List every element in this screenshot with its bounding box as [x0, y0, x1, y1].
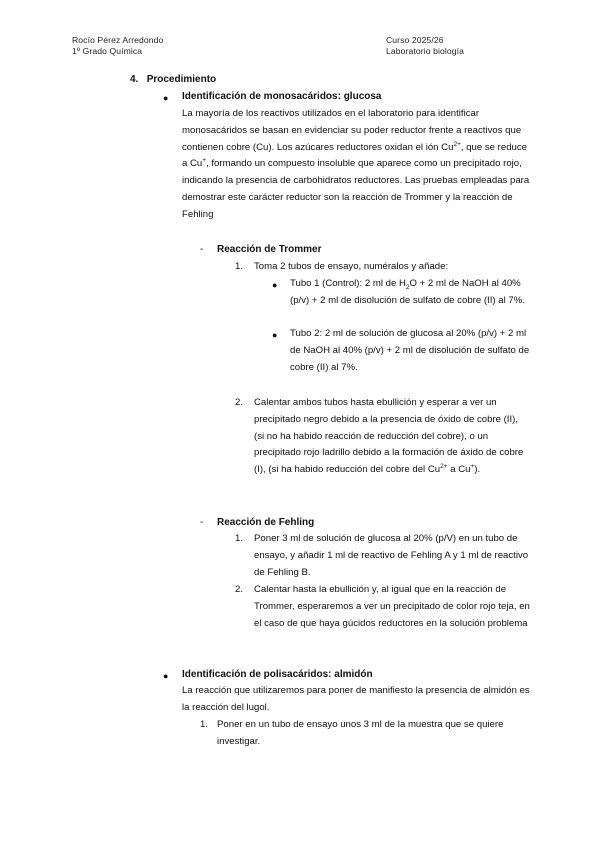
- list-number: 2.: [235, 584, 244, 595]
- fehling-step1: Poner 3 ml de solución de glucosa al 20% (p/V) en un tubo de ensayo, y añadir 1 ml de reactivo de Fehling A y 1 ml de reactivo de Fehling B.: [254, 533, 529, 578]
- list-number: 2.: [235, 397, 244, 408]
- list-number: 1.: [235, 261, 244, 272]
- bullet-marker: ●: [163, 671, 169, 681]
- trommer-step2: Calentar ambos tubos hasta ebullición y esperar a ver un precipitado negro debido a la presencia de óxido de cobre (II), (si no ha habido reacción de reducción del cobre), o un precipitado rojo ladrillo debido a la formación de áxido de cobre (I), (si ha habido reducción del cobre del $Cu^{2+}$ a Cu+).: [254, 397, 524, 476]
- list-number: 1.: [200, 719, 209, 730]
- dash-marker: -: [200, 517, 204, 528]
- trommer-title: Reacción de Trommer: [217, 244, 322, 255]
- trommer-step1: Toma 2 tubos de ensayo, numéralos y añade:: [254, 261, 449, 272]
- section-number: 4.: [130, 74, 139, 85]
- course-label: Curso 2025/26: [386, 35, 444, 45]
- header-right: [386, 35, 464, 57]
- list-number: 1.: [235, 533, 244, 544]
- monosac-title: Identificación de monosacáridos: glucosa: [182, 91, 382, 102]
- section-title: Procedimiento: [146, 74, 217, 85]
- trommer-tube2: Tubo 2: 2 ml de solución de glucosa al 20% (p/v) + 2 ml de NaOH al 40% (p/v) + 2 ml de disolución de sulfato de cobre (II) al 7%.: [290, 328, 530, 373]
- trommer-tube1: Tubo 1 (Control): 2 ml de $H_2O + 2$ ml de NaOH al 40% (p/v) + 2 ml de disolución de sulfato de cobre (II) al 7%.: [290, 278, 525, 306]
- lab-label: Laboratorio biología: [386, 46, 464, 56]
- bullet-marker: ●: [272, 330, 278, 340]
- section-heading: [130, 73, 216, 87]
- bullet-marker: ●: [272, 280, 278, 290]
- dash-marker: -: [200, 244, 204, 255]
- polisac-intro: La reacción que utilizaremos para poner de manifiesto la presencia de almidón es la reacción del lugol.: [182, 685, 530, 713]
- header-left: [72, 35, 163, 57]
- grade-label: 1º Grado Química: [72, 46, 143, 56]
- author-name: Rocío Pérez Arredondo: [72, 35, 164, 45]
- monosac-intro: La mayoría de los reactivos utilizados en el laboratorio para identificar monosacáridos se basan en evidenciar su poder reductor frente a reactivos que contienen cobre (Cu). Los azúcares reductores oxidan el ión $Cu^{2+}$, que se reduce a Cu+, formando un compuesto insoluble que aparece como un precipitado rojo, indicando la presencia de carbohidratos reductores. Las pruebas empleadas para demostrar este carácter reductor son la reacción de Trommer y la reacción de Fehling: [182, 108, 530, 220]
- fehling-title: Reacción de Fehling: [217, 517, 315, 528]
- fehling-step2: Calentar hasta la ebullición y, al igual que en la reacción de Trommer, esperaremos a ver un precipitado de color rojo teja, en el caso de que haya gúcidos reductores en la solución problema: [254, 584, 530, 629]
- polisac-title: Identificación de polisacáridos: almidón: [182, 669, 373, 680]
- polisac-step1: Poner en un tubo de ensayo unos 3 ml de la muestra que se quiere investigar.: [217, 719, 504, 747]
- bullet-marker: ●: [163, 93, 169, 103]
